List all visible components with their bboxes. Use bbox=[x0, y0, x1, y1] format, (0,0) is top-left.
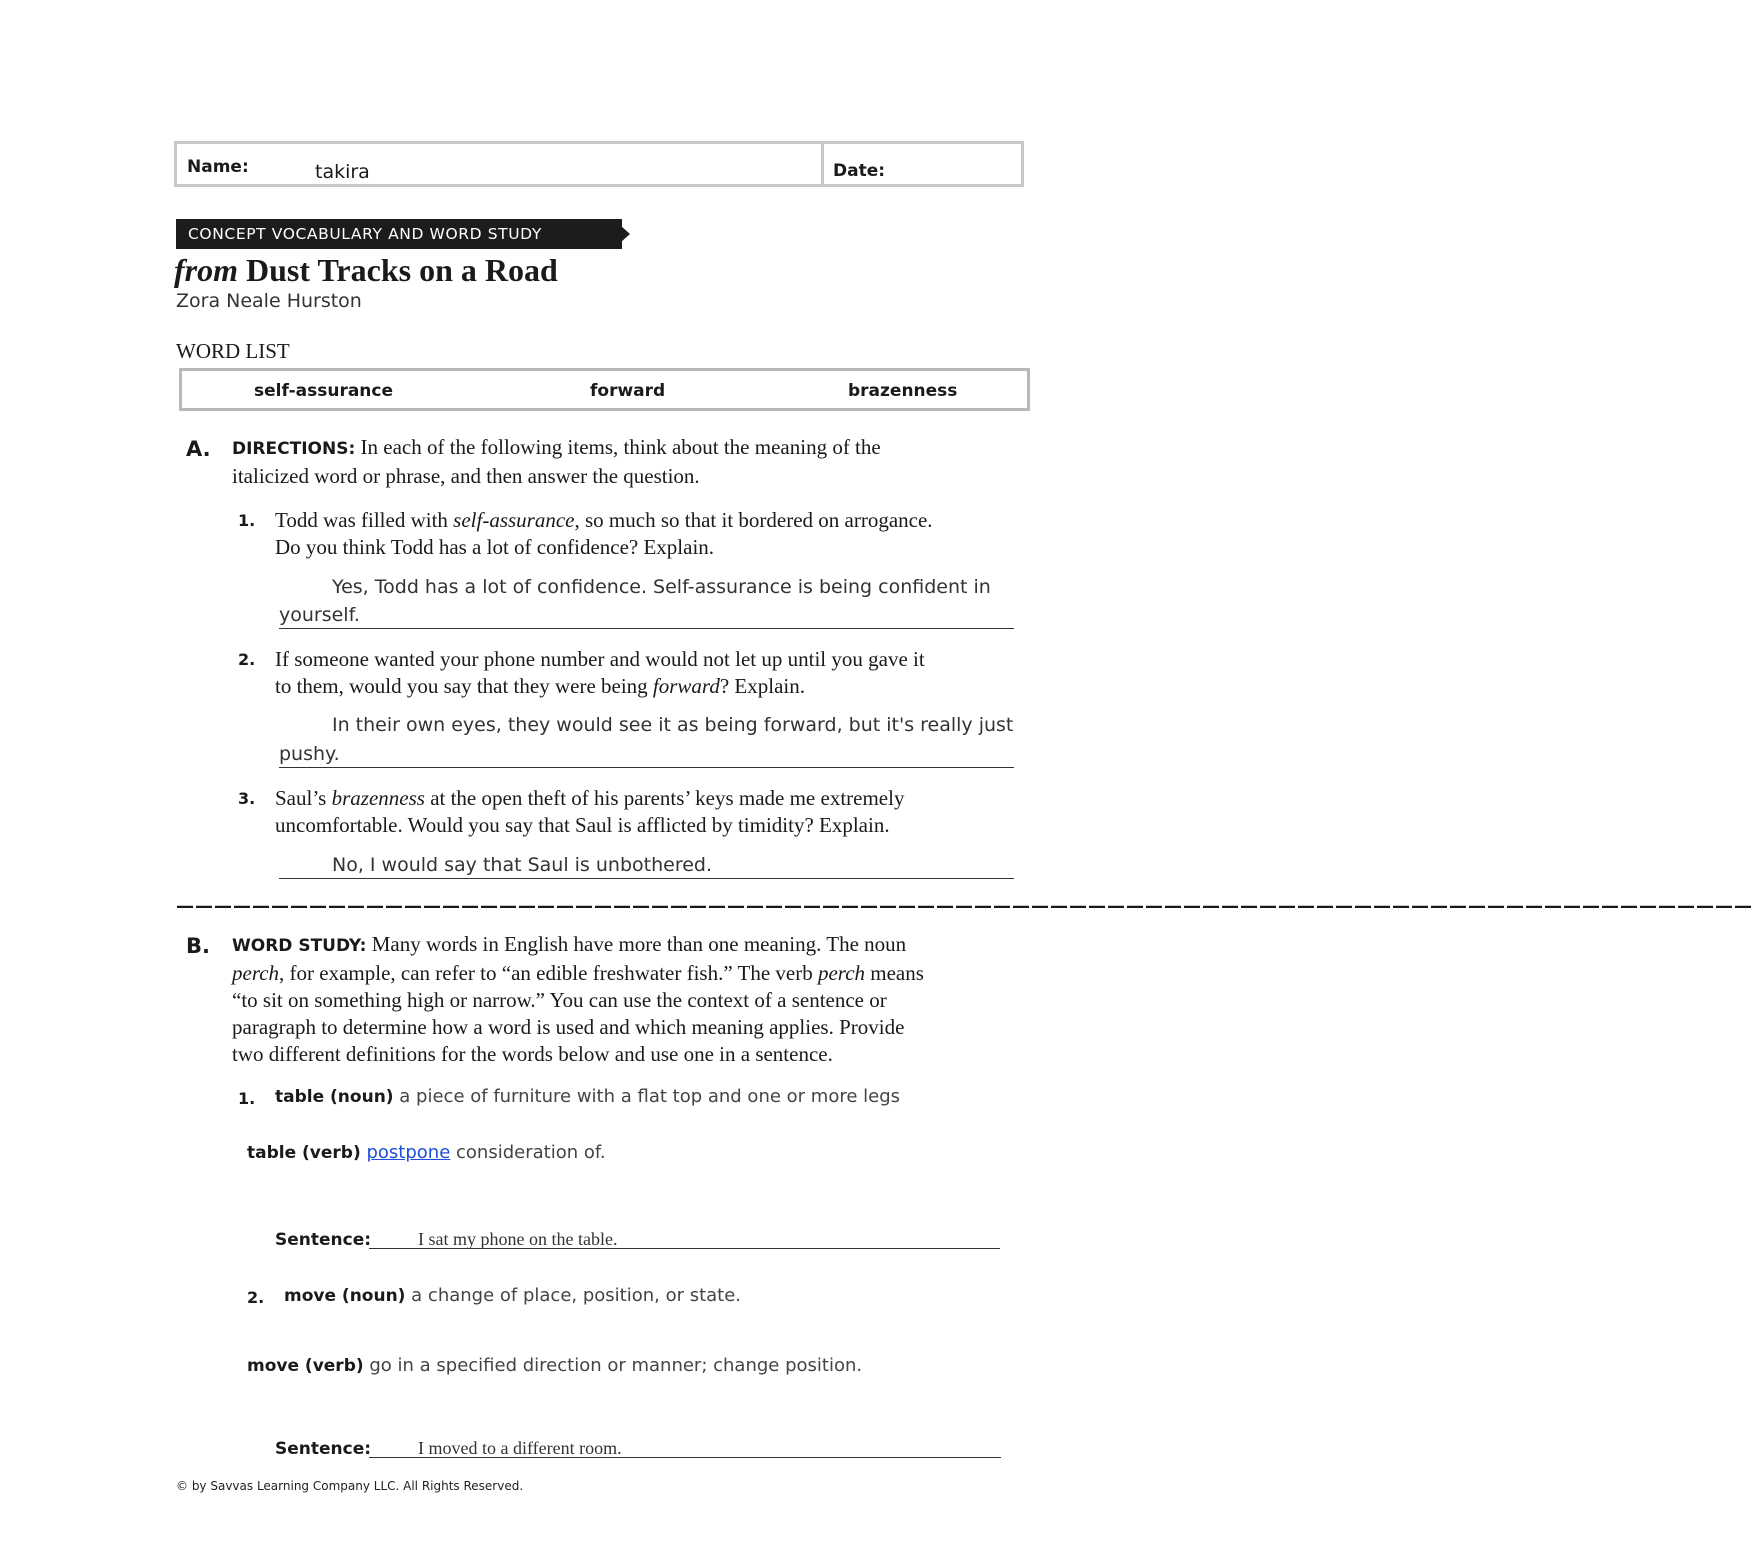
word-self-assurance: self-assurance bbox=[254, 381, 394, 401]
b-item-2-sentence-label: Sentence: bbox=[275, 1439, 372, 1459]
b-line-2-mid: , for example, can refer to “an edible freshwater fish.” The verb bbox=[279, 961, 818, 985]
a2-q-italic: forward bbox=[652, 674, 720, 698]
section-b-letter: B. bbox=[186, 934, 210, 958]
a-item-2-answer-line-2[interactable]: pushy. bbox=[279, 743, 340, 765]
a-item-1-answer-underline bbox=[279, 628, 1014, 629]
b-line-2-post: means bbox=[865, 961, 924, 985]
b-item-2-number: 2. bbox=[247, 1288, 265, 1307]
b1-noun-label: table (noun) bbox=[275, 1087, 394, 1107]
section-divider: ——————————————————————————————————————————————————————————————————————————————————— bbox=[176, 896, 1753, 917]
b-item-1-verb-definition[interactable] bbox=[247, 1142, 606, 1163]
copyright-footer: © by Savvas Learning Company LLC. All Rights Reserved. bbox=[176, 1479, 524, 1493]
b-item-1-noun-definition[interactable] bbox=[275, 1086, 900, 1107]
b-item-2-sentence[interactable]: I moved to a different room. bbox=[418, 1438, 622, 1458]
a-item-3-answer-underline bbox=[279, 878, 1014, 879]
word-brazenness: brazenness bbox=[848, 381, 958, 401]
a-item-1-answer-line-2[interactable]: yourself. bbox=[279, 604, 360, 626]
word-forward: forward bbox=[590, 381, 666, 401]
a-item-3-question bbox=[275, 785, 904, 839]
word-list-label: WORD LIST bbox=[176, 339, 290, 363]
b-item-2-verb-definition[interactable] bbox=[247, 1355, 862, 1376]
word-study-label: WORD STUDY: bbox=[232, 936, 367, 956]
page-title bbox=[174, 252, 558, 289]
a1-q-line-2: Do you think Todd has a lot of confidence? Explain. bbox=[275, 535, 715, 559]
a-item-2-answer-underline bbox=[279, 767, 1014, 768]
title-text: Dust Tracks on a Road bbox=[246, 252, 558, 288]
name-label: Name: bbox=[187, 157, 249, 177]
a3-q-pre: Saul’s bbox=[275, 786, 332, 810]
section-banner: CONCEPT VOCABULARY AND WORD STUDY bbox=[176, 219, 622, 249]
a2-q-pre: to them, would you say that they were being bbox=[275, 674, 653, 698]
a-item-1-question bbox=[275, 507, 933, 561]
a-item-1-answer-line-1[interactable]: Yes, Todd has a lot of confidence. Self-assurance is being confident in bbox=[332, 576, 991, 598]
b-item-1-sentence-label: Sentence: bbox=[275, 1230, 372, 1250]
b-item-1-sentence[interactable]: I sat my phone on the table. bbox=[418, 1229, 618, 1249]
a-item-2-answer-line-1[interactable]: In their own eyes, they would see it as being forward, but it's really just bbox=[332, 714, 1014, 736]
b2-verb-def: go in a specified direction or manner; change position. bbox=[363, 1355, 863, 1376]
a1-q-post: , so much so that it bordered on arrogance. bbox=[574, 508, 933, 532]
date-label: Date: bbox=[833, 161, 886, 181]
a3-q-line-2: uncomfortable. Would you say that Saul is afflicted by timidity? Explain. bbox=[275, 813, 890, 837]
b2-verb-label: move (verb) bbox=[247, 1356, 364, 1376]
b-line-1: Many words in English have more than one meaning. The noun bbox=[366, 932, 907, 956]
a3-q-italic: brazenness bbox=[331, 786, 425, 810]
b2-noun-label: move (noun) bbox=[284, 1286, 406, 1306]
postpone-link[interactable]: postpone bbox=[366, 1142, 451, 1163]
section-b-directions bbox=[232, 931, 924, 1068]
name-field[interactable]: takira bbox=[315, 161, 370, 183]
a1-q-pre: Todd was filled with bbox=[275, 508, 454, 532]
name-date-divider bbox=[821, 144, 824, 184]
section-a-letter: A. bbox=[186, 437, 211, 461]
b-line-3: “to sit on something high or narrow.” You can use the context of a sentence or bbox=[232, 988, 887, 1012]
b2-noun-def: a change of place, position, or state. bbox=[405, 1285, 742, 1306]
b1-noun-def: a piece of furniture with a flat top and one or more legs bbox=[393, 1086, 901, 1107]
a1-q-italic: self-assurance bbox=[453, 508, 575, 532]
directions-line-2: italicized word or phrase, and then answer the question. bbox=[232, 464, 700, 488]
b-line-2-italic-1: perch bbox=[232, 961, 280, 985]
b-line-4: paragraph to determine how a word is used and which meaning applies. Provide bbox=[232, 1015, 905, 1039]
directions-line-1: In each of the following items, think about the meaning of the bbox=[355, 435, 881, 459]
b-line-2-italic-2: perch bbox=[817, 961, 866, 985]
b-item-1-number: 1. bbox=[238, 1089, 256, 1108]
directions-label: DIRECTIONS: bbox=[232, 439, 356, 459]
section-a-directions bbox=[232, 434, 1032, 490]
b-item-2-sentence-underline bbox=[369, 1457, 1001, 1458]
b1-verb-label: table (verb) bbox=[247, 1143, 361, 1163]
b-item-1-sentence-underline bbox=[369, 1248, 1000, 1249]
b1-verb-def: consideration of. bbox=[450, 1142, 606, 1163]
author-name: Zora Neale Hurston bbox=[176, 290, 362, 312]
a-item-2-number: 2. bbox=[238, 650, 256, 669]
a-item-3-number: 3. bbox=[238, 789, 256, 808]
title-from: from bbox=[174, 252, 238, 288]
a-item-2-question bbox=[275, 646, 925, 700]
b-line-5: two different definitions for the words below and use one in a sentence. bbox=[232, 1042, 833, 1066]
a-item-3-answer-line-1[interactable]: No, I would say that Saul is unbothered. bbox=[332, 854, 713, 876]
banner-arrow-icon bbox=[621, 226, 630, 242]
b-item-2-noun-definition[interactable] bbox=[284, 1285, 741, 1306]
a2-q-line-1: If someone wanted your phone number and would not let up until you gave it bbox=[275, 647, 925, 671]
word-list-box bbox=[179, 368, 1030, 411]
a2-q-post: ? Explain. bbox=[719, 674, 805, 698]
name-date-box bbox=[174, 141, 1024, 187]
a-item-1-number: 1. bbox=[238, 511, 256, 530]
a3-q-post: at the open theft of his parents’ keys made me extremely bbox=[424, 786, 905, 810]
